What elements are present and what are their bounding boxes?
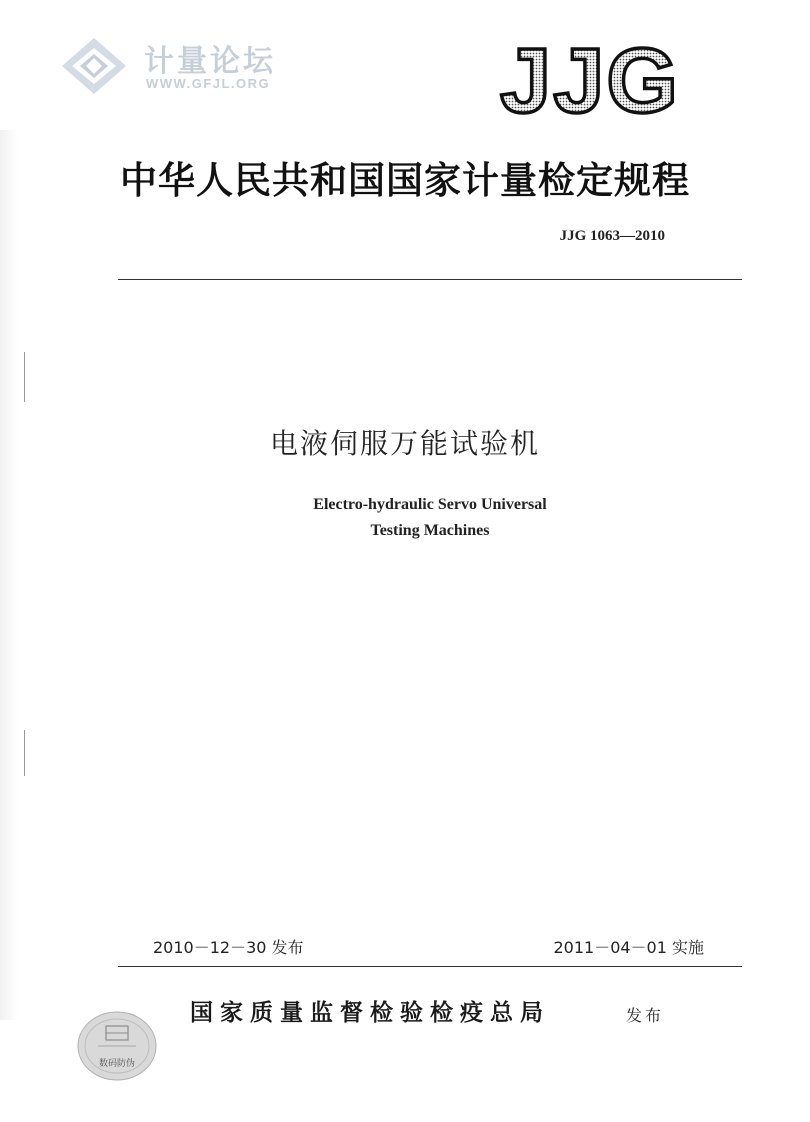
scan-edge-shadow [0,130,18,1020]
standard-number: JJG 1063—2010 [559,228,665,244]
watermark-name: 计量论坛 [144,44,276,79]
scan-edge-mark [24,730,25,776]
implementation-date: 2011－04－01 实施 [553,938,704,957]
watermark-logo [60,32,310,102]
issuer-name: 国家质量监督检验检疫总局 [190,1000,550,1026]
page-title: 中华人民共和国国家计量检定规程 [120,159,690,202]
jjg-logo [484,40,696,122]
document-title-cn: 电液伺服万能试验机 [269,427,540,460]
watermark-url: WWW.GFJL.ORG [146,76,271,91]
issuer-action: 发布 [626,1006,665,1025]
seal-label: 数码防伪 [98,1059,136,1069]
divider [118,279,742,280]
anti-counterfeit-seal [76,1010,158,1082]
jjg-logo-text: JJG [500,40,680,122]
divider [118,966,742,967]
watermark-diamond-icon [60,36,128,96]
scan-edge-mark [24,352,25,402]
document-title-en-line2: Testing Machines [370,522,490,539]
issue-date: 2010－12－30 发布 [153,938,304,957]
document-title-en-line1: Electro-hydraulic Servo Universal [313,496,547,513]
